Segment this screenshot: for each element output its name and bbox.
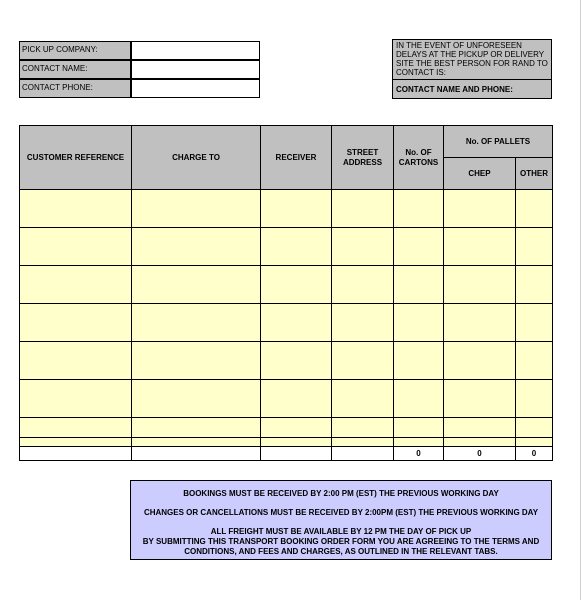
contact-phone-field[interactable] [131, 79, 260, 98]
contact-phone-label: CONTACT PHONE: [19, 79, 131, 98]
terms-line-bookings: BOOKINGS MUST BE RECEIVED BY 2:00 PM (EST) THE PREVIOUS WORKING DAY [183, 489, 499, 498]
header-street-line: STREET [346, 147, 379, 157]
table-row [20, 266, 553, 304]
pickup-company-label: PICK UP COMPANY: [19, 41, 131, 60]
event-notice [392, 39, 552, 99]
event-notice-line: SITE THE BEST PERSON FOR RAND TO [396, 59, 548, 68]
table-row [20, 418, 553, 438]
table-row [20, 380, 553, 418]
table-row [20, 228, 553, 266]
table-row [20, 190, 553, 228]
header-cartons-line2: CARTONS [398, 157, 439, 167]
header-cartons [394, 126, 444, 190]
event-notice-line: CONTACT IS: [396, 68, 446, 77]
table-row [20, 304, 553, 342]
header-pallets: No. OF PALLETS [444, 126, 553, 158]
table-row [20, 342, 553, 380]
header-cartons-line1: No. OF [405, 147, 432, 157]
terms-line-agreement-1: BY SUBMITTING THIS TRANSPORT BOOKING ORDER FORM YOU ARE AGREEING TO THE TERMS AND [142, 537, 540, 546]
terms-box [130, 480, 552, 560]
contact-name-label: CONTACT NAME: [19, 60, 131, 79]
booking-table [19, 125, 553, 461]
contact-name-phone-label: CONTACT NAME AND PHONE: [396, 85, 513, 94]
header-other: OTHER [516, 158, 553, 190]
pickup-company-field[interactable] [131, 41, 260, 60]
header-receiver: RECEIVER [261, 126, 332, 190]
event-notice-line: IN THE EVENT OF UNFORESEEN [396, 41, 522, 50]
header-customer-reference: CUSTOMER REFERENCE [20, 126, 132, 190]
event-notice-line: DELAYS AT THE PICKUP OR DELIVERY [396, 50, 545, 59]
terms-line-changes: CHANGES OR CANCELLATIONS MUST BE RECEIVED BY 2:00PM (EST) THE PREVIOUS WORKING DAY [143, 508, 539, 517]
header-address-line: ADDRESS [342, 157, 383, 167]
totals-row [20, 447, 553, 461]
total-chep: 0 [444, 447, 516, 461]
table-row [20, 438, 553, 447]
terms-line-agreement-2: CONDITIONS, AND FEES AND CHARGES, AS OUTLINED IN THE RELEVANT TABS. [184, 547, 498, 556]
page-edge-divider [580, 0, 581, 600]
header-chep: CHEP [444, 158, 516, 190]
total-other: 0 [516, 447, 553, 461]
terms-line-freight: ALL FREIGHT MUST BE AVAILABLE BY 12 PM THE DAY OF PICK UP [210, 527, 472, 536]
total-cartons: 0 [394, 447, 444, 461]
contact-name-field[interactable] [131, 60, 260, 79]
header-charge-to: CHARGE TO [132, 126, 261, 190]
header-street-address [332, 126, 394, 190]
